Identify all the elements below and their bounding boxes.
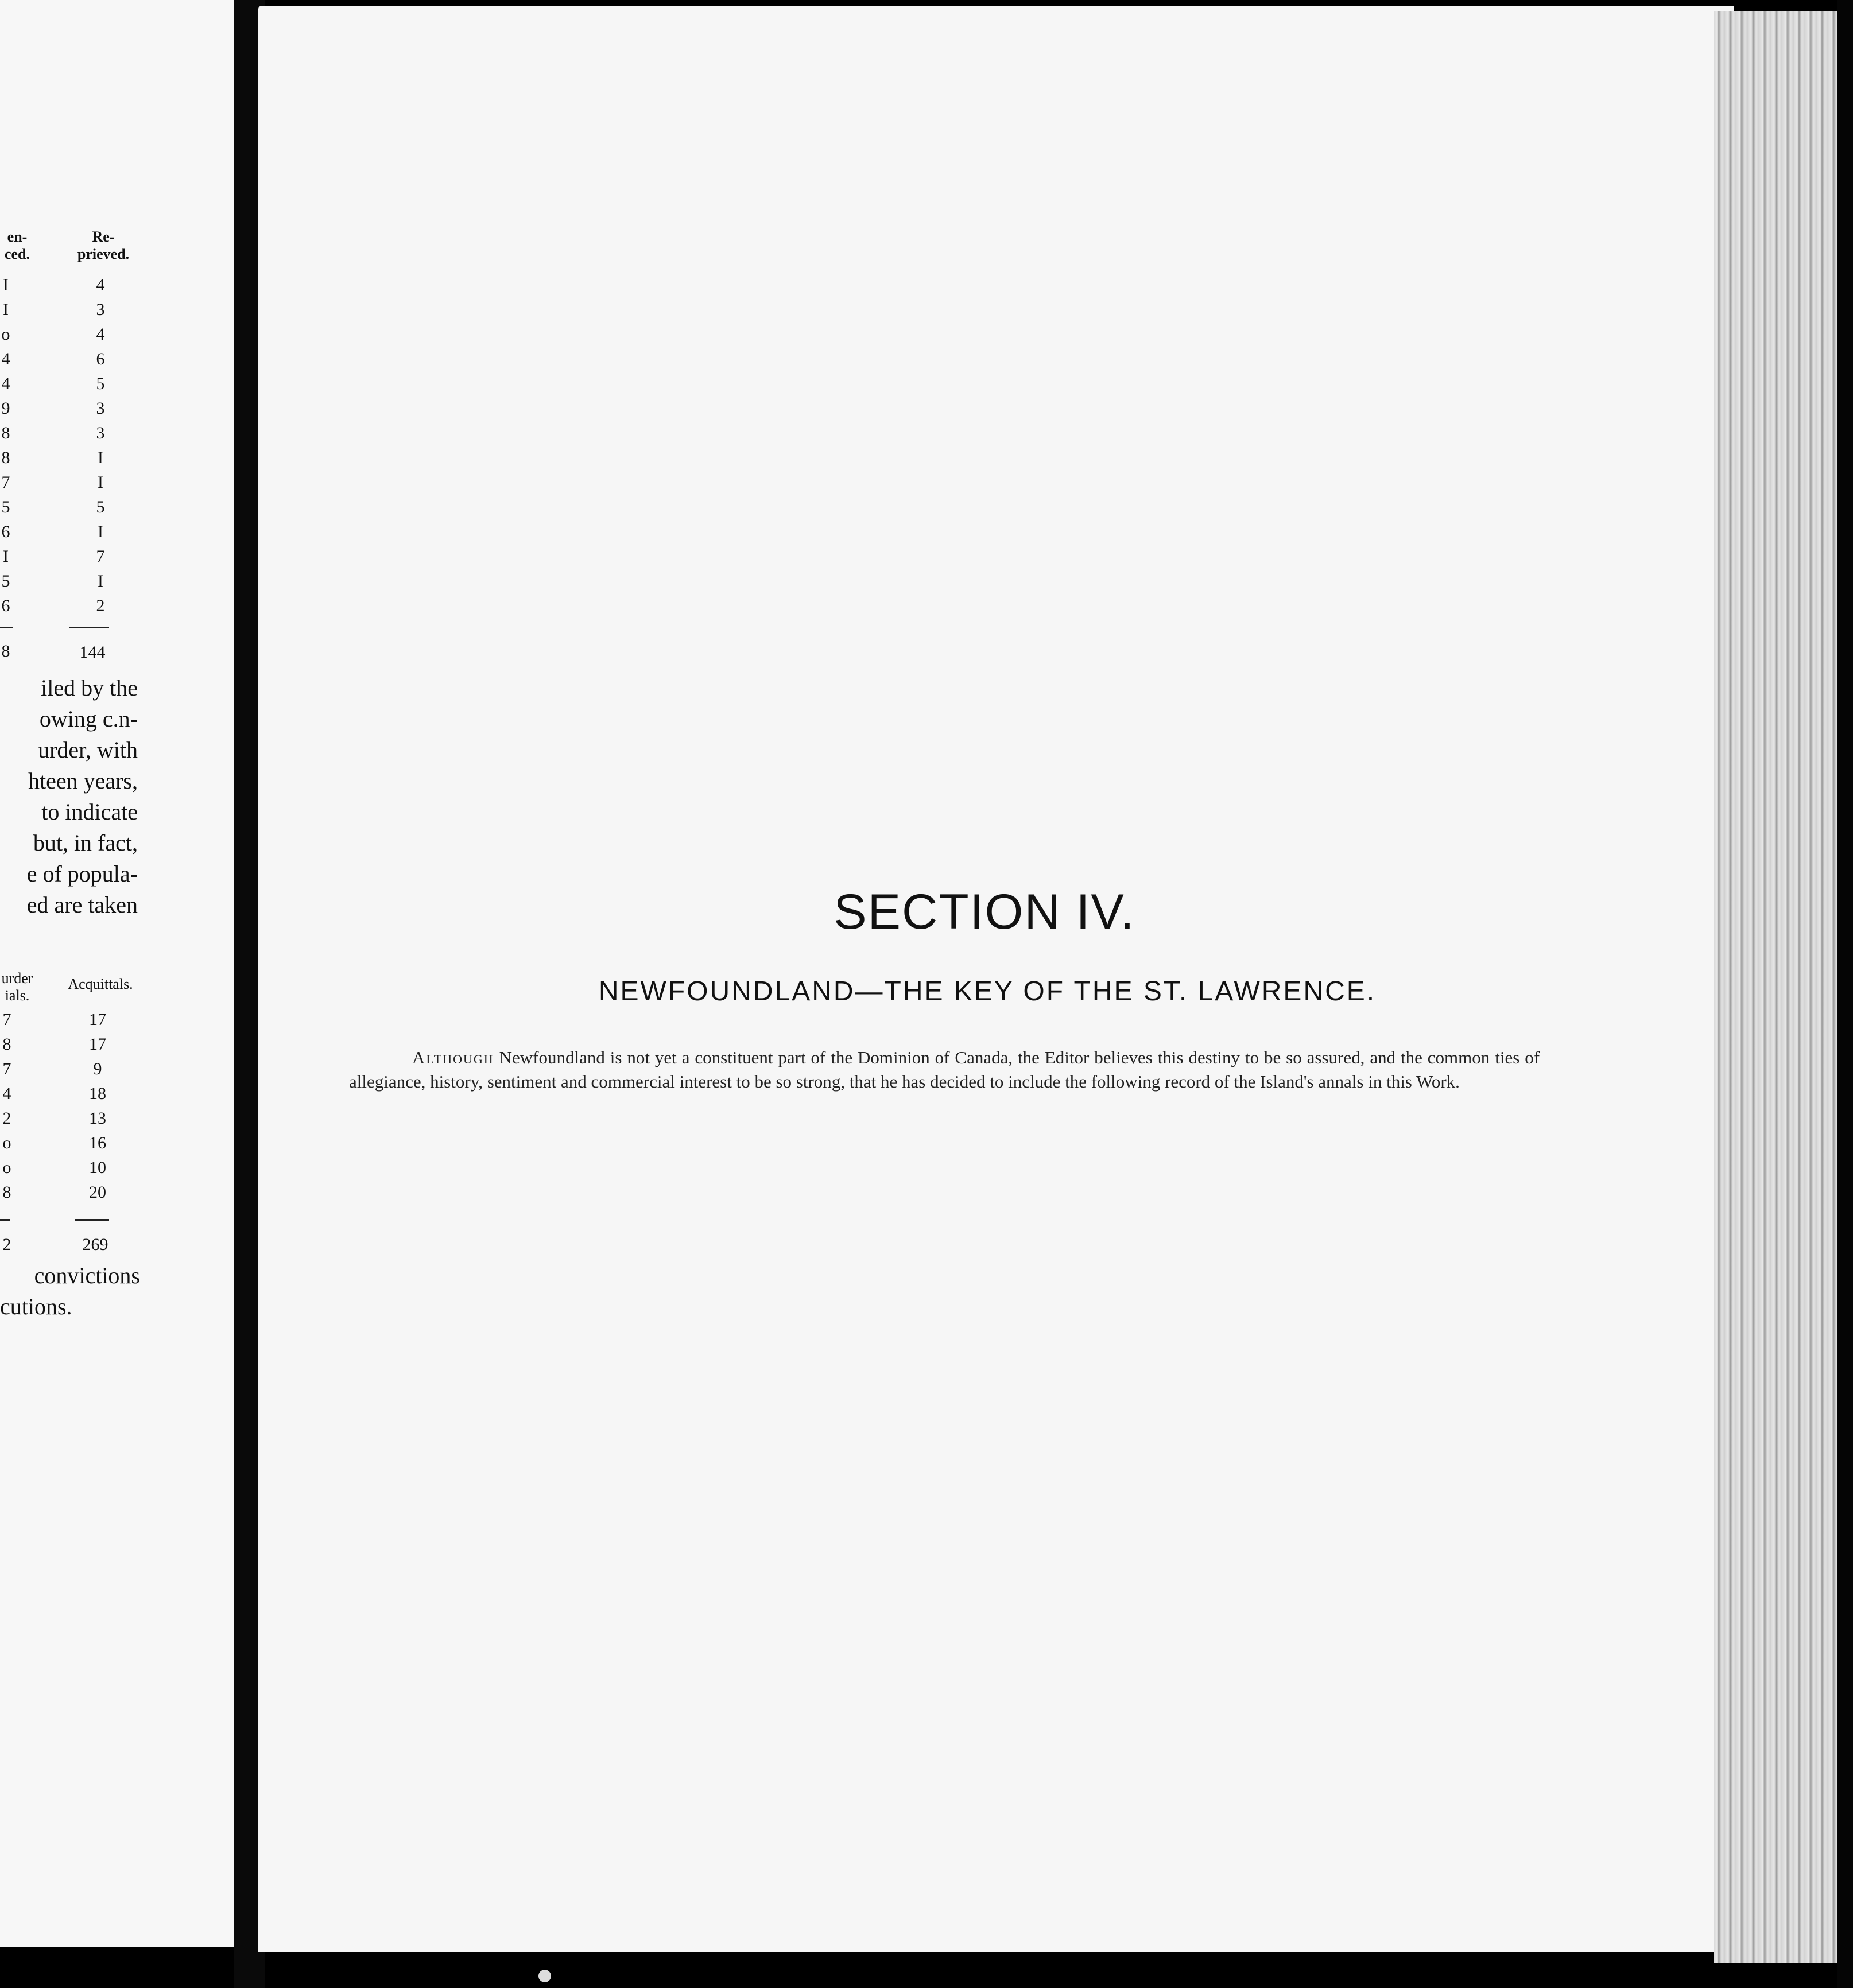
- paragraph-line: owing c.n-: [39, 706, 138, 732]
- table-cell: 5: [1, 498, 10, 517]
- table-cell: I: [3, 547, 9, 566]
- scan-mark: [538, 1970, 551, 1982]
- table-cell: 8: [2, 1035, 11, 1054]
- paragraph-line: iled by the: [41, 675, 138, 701]
- table-cell: o: [2, 1158, 11, 1177]
- table-cell: 13: [89, 1109, 106, 1128]
- table-cell: 6: [96, 350, 105, 368]
- intro-text: Newfoundland is not yet a constituent part of the Dominion of Canada, the Editor believes this destiny to be so assured, and the common ties of allegiance, history, sentiment and commercial interest to be so strong, that he has decided to include the following record of the Island's annals in this Work.: [349, 1047, 1540, 1092]
- table-cell: 3: [96, 424, 105, 442]
- table-cell: 10: [89, 1158, 106, 1177]
- table-header-reprieved: Re- prieved.: [77, 228, 130, 262]
- table-cell: I: [3, 275, 9, 294]
- table-cell: 8: [2, 1183, 11, 1202]
- total-rule: [69, 627, 109, 628]
- table-cell: I: [3, 300, 9, 319]
- table-cell: 4: [1, 374, 10, 393]
- table-cell: 5: [96, 498, 105, 517]
- table-cell: 4: [96, 275, 105, 294]
- table-cell: 7: [2, 1059, 11, 1078]
- table-cell: 7: [2, 1010, 11, 1029]
- table-cell: 5: [96, 374, 105, 393]
- book-cover-edge: [1837, 0, 1853, 1988]
- left-page: [0, 0, 234, 1947]
- table-total: 144: [79, 643, 106, 662]
- intro-lead: Although: [412, 1047, 494, 1067]
- table-cell: 4: [2, 1084, 11, 1103]
- intro-paragraph: [349, 1046, 1540, 1094]
- table-cell: 5: [1, 572, 10, 591]
- table-cell: I: [98, 448, 103, 467]
- paragraph-line: convictions: [34, 1263, 140, 1288]
- table-cell: 7: [96, 547, 105, 566]
- table-cell: 9: [1, 399, 10, 418]
- table-header-acquittals: Acquittals.: [68, 976, 133, 992]
- paragraph-line: e of popula-: [26, 861, 138, 887]
- paragraph-line: urder, with: [38, 737, 138, 763]
- table-cell: 3: [96, 399, 105, 418]
- table-cell: 6: [1, 522, 10, 541]
- total-rule: [0, 1219, 10, 1221]
- paragraph-line: cutions.: [0, 1294, 72, 1319]
- total-rule: [0, 627, 13, 628]
- table-cell: I: [98, 572, 103, 591]
- table-cell: 8: [1, 448, 10, 467]
- page-edges: [1714, 11, 1843, 1963]
- table-cell: o: [2, 1133, 11, 1152]
- section-title: SECTION IV.: [834, 884, 1135, 939]
- table-cell: 9: [93, 1059, 102, 1078]
- table-cell: 16: [89, 1133, 106, 1152]
- table-cell: 17: [89, 1010, 106, 1029]
- table-cell: 3: [96, 300, 105, 319]
- table-cell: 8: [1, 424, 10, 442]
- table-cell: 18: [89, 1084, 106, 1103]
- table-total: 2: [2, 1235, 11, 1254]
- table-cell: o: [1, 325, 10, 344]
- table-cell: 4: [1, 350, 10, 368]
- total-rule: [75, 1219, 109, 1221]
- table-cell: 2: [96, 596, 105, 615]
- table-cell: 20: [89, 1183, 106, 1202]
- table-header-murder-trials: urder ials.: [1, 970, 33, 1004]
- table-cell: 4: [96, 325, 105, 344]
- table-cell: I: [98, 522, 103, 541]
- table-total: 8: [1, 642, 10, 661]
- table-cell: 7: [1, 473, 10, 492]
- table-cell: 6: [1, 596, 10, 615]
- table-cell: 17: [89, 1035, 106, 1054]
- paragraph-line: ed are taken: [26, 892, 138, 918]
- section-subtitle: NEWFOUNDLAND—THE KEY OF THE ST. LAWRENCE.: [598, 976, 1377, 1007]
- paragraph-line: hteen years,: [28, 768, 138, 794]
- table-total: 269: [82, 1235, 108, 1254]
- table-cell: I: [98, 473, 103, 492]
- table-cell: 2: [2, 1109, 11, 1128]
- paragraph-line: to indicate: [41, 799, 138, 825]
- table-header-sentenced: en- ced.: [4, 228, 30, 262]
- paragraph-line: but, in fact,: [33, 830, 138, 856]
